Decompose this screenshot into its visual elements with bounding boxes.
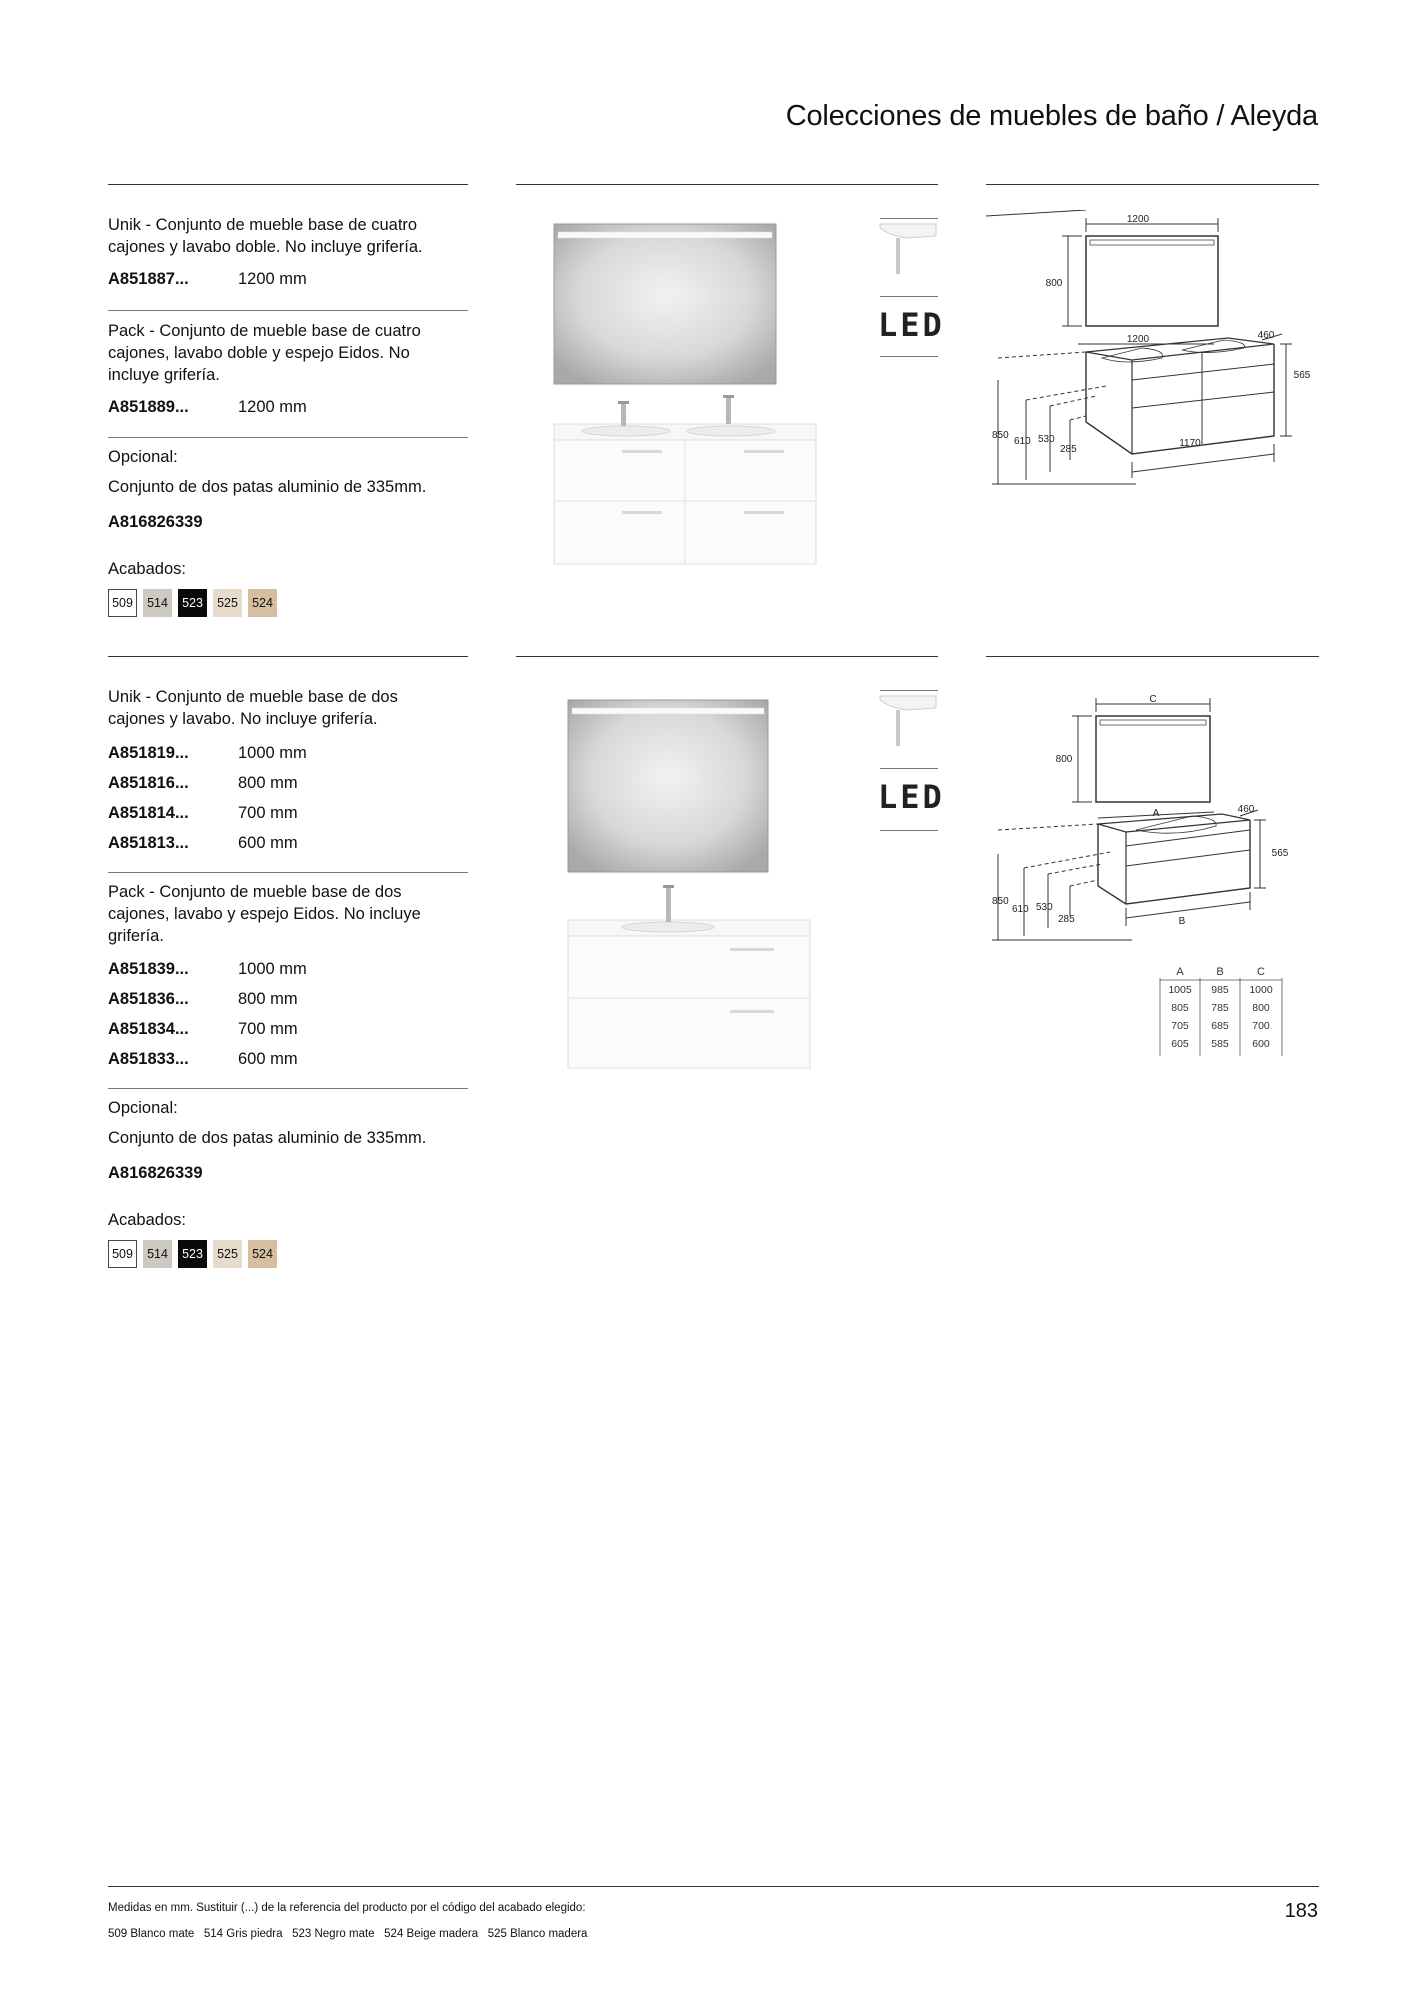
section1-unik-description: Unik - Conjunto de mueble base de cuatro cajones y lavabo doble. No incluye grifería. (108, 216, 423, 256)
section1-finishes-label: Acabados: (108, 560, 186, 578)
dim-285: 285 (1060, 444, 1077, 455)
finish-swatch-525: 525 (213, 1240, 242, 1268)
dim-mirror-height: 800 (1055, 754, 1073, 765)
divider (108, 872, 468, 873)
section2-rule-middle (516, 656, 938, 657)
dim-285: 285 (1058, 914, 1075, 925)
finish-swatch-524: 524 (248, 1240, 277, 1268)
reference-code: A851839... (108, 960, 189, 978)
finish-swatch-525: 525 (213, 589, 242, 617)
reference-code: A851833... (108, 1050, 189, 1068)
divider (108, 310, 468, 311)
section2-optional-label: Opcional: (108, 1099, 178, 1117)
reference-code: A851819... (108, 744, 189, 762)
section1-optional-code: A816826339 (108, 513, 203, 531)
section2-unik-description: Unik - Conjunto de mueble base de dos cajones y lavabo. No incluye grifería. (108, 688, 398, 728)
dim-530: 530 (1038, 434, 1055, 445)
finish-swatch-523: 523 (178, 1240, 207, 1268)
finish-swatch-514: 514 (143, 1240, 172, 1268)
table-cell: 600 (1252, 1038, 1270, 1050)
reference-code: A851836... (108, 990, 189, 1008)
thumb-rule (880, 768, 938, 769)
section1-rule-right (986, 184, 1319, 185)
section2-basin-thumbnail-icon (878, 694, 938, 752)
reference-size: 800 mm (238, 990, 298, 1008)
dim-cabinet-height: 565 (1293, 370, 1311, 381)
section1-optional-description: Conjunto de dos patas aluminio de 335mm. (108, 478, 427, 496)
section2-led-badge: LED (878, 778, 945, 816)
divider (108, 437, 468, 438)
reference-size: 800 mm (238, 774, 298, 792)
dim-530: 530 (1036, 902, 1053, 913)
reference-size: 1000 mm (238, 960, 307, 978)
finish-swatch-509: 509 (108, 589, 137, 617)
section2-finish-swatches (108, 1240, 277, 1268)
dim-total-height: 850 (992, 430, 1009, 441)
section1-finish-swatches (108, 589, 277, 617)
dim-basin-width: 1200 (1126, 334, 1150, 345)
thumb-rule (880, 296, 938, 297)
page-title: Colecciones de muebles de baño / Aleyda (785, 100, 1318, 132)
section2-product-image (560, 692, 822, 1078)
table-header: C (1257, 966, 1265, 978)
section1-led-badge: LED (878, 306, 945, 344)
footer-finish-legend: 509 Blanco mate 514 Gris piedra 523 Negro mate 524 Beige madera 525 Blanco madera (108, 1928, 588, 1940)
table-cell: 805 (1171, 1002, 1189, 1014)
section1-pack-description: Pack - Conjunto de mueble base de cuatro cajones, lavabo doble y espejo Eidos. No incluye grifería. (108, 322, 421, 384)
section2-rule-left (108, 656, 468, 657)
section2-optional-code: A816826339 (108, 1164, 203, 1182)
table-cell: 985 (1211, 984, 1229, 996)
dim-basin-width: A (1152, 808, 1160, 819)
thumb-rule (880, 218, 938, 219)
dim-bottom-width: 1170 (1179, 438, 1201, 449)
divider (108, 1088, 468, 1089)
section1-optional-label: Opcional: (108, 448, 178, 466)
section2-finishes-label: Acabados: (108, 1211, 186, 1229)
dim-bottom-width: B (1178, 916, 1186, 927)
table-cell: 800 (1252, 1002, 1270, 1014)
footer-rule (108, 1886, 1319, 1887)
footer-note: Medidas en mm. Sustituir (...) de la referencia del producto por el código del acabado elegido: (108, 1902, 586, 1914)
reference-code: A851813... (108, 834, 189, 852)
table-cell: 1000 (1249, 984, 1273, 996)
dim-depth: 460 (1237, 804, 1255, 815)
section2-dimension-table (1158, 964, 1288, 1060)
reference-size: 600 mm (238, 834, 298, 852)
table-cell: 705 (1171, 1020, 1189, 1032)
section1-rule-left (108, 184, 468, 185)
table-header: B (1216, 966, 1224, 978)
table-cell: 785 (1211, 1002, 1229, 1014)
reference-code: A851814... (108, 804, 189, 822)
section2-rule-right (986, 656, 1319, 657)
reference-size: 1200 mm (238, 398, 307, 416)
finish-swatch-514: 514 (143, 589, 172, 617)
page-number: 183 (1284, 1900, 1318, 1922)
section2-optional-description: Conjunto de dos patas aluminio de 335mm. (108, 1129, 427, 1147)
table-cell: 700 (1252, 1020, 1270, 1032)
dim-width-top: 1200 (1126, 214, 1150, 225)
table-cell: 585 (1211, 1038, 1229, 1050)
dim-610: 610 (1012, 904, 1029, 915)
table-cell: 605 (1171, 1038, 1189, 1050)
dim-total-height: 850 (992, 896, 1009, 907)
reference-size: 1200 mm (238, 270, 307, 288)
thumb-rule (880, 690, 938, 691)
reference-code: A851816... (108, 774, 189, 792)
reference-code: A851834... (108, 1020, 189, 1038)
dim-cabinet-height: 565 (1271, 848, 1289, 859)
reference-code: A851887... (108, 270, 189, 288)
reference-code: A851889... (108, 398, 189, 416)
section2-pack-description: Pack - Conjunto de mueble base de dos cajones, lavabo y espejo Eidos. No incluye grifería. (108, 883, 421, 945)
finish-swatch-524: 524 (248, 589, 277, 617)
section1-product-image (548, 216, 830, 584)
reference-size: 600 mm (238, 1050, 298, 1068)
table-cell: 685 (1211, 1020, 1229, 1032)
section2-technical-drawing (986, 690, 1316, 950)
dim-610: 610 (1014, 436, 1031, 447)
reference-size: 700 mm (238, 804, 298, 822)
reference-size: 1000 mm (238, 744, 307, 762)
dim-width-top: C (1149, 694, 1157, 705)
table-cell: 1005 (1168, 984, 1192, 996)
section1-rule-middle (516, 184, 938, 185)
finish-swatch-509: 509 (108, 1240, 137, 1268)
section1-technical-drawing (986, 210, 1316, 500)
dim-depth: 460 (1257, 330, 1275, 341)
thumb-rule (880, 356, 938, 357)
thumb-rule (880, 830, 938, 831)
dim-mirror-height: 800 (1045, 278, 1063, 289)
finish-swatch-523: 523 (178, 589, 207, 617)
reference-size: 700 mm (238, 1020, 298, 1038)
section1-basin-thumbnail-icon (878, 222, 938, 280)
table-header: A (1176, 966, 1184, 978)
